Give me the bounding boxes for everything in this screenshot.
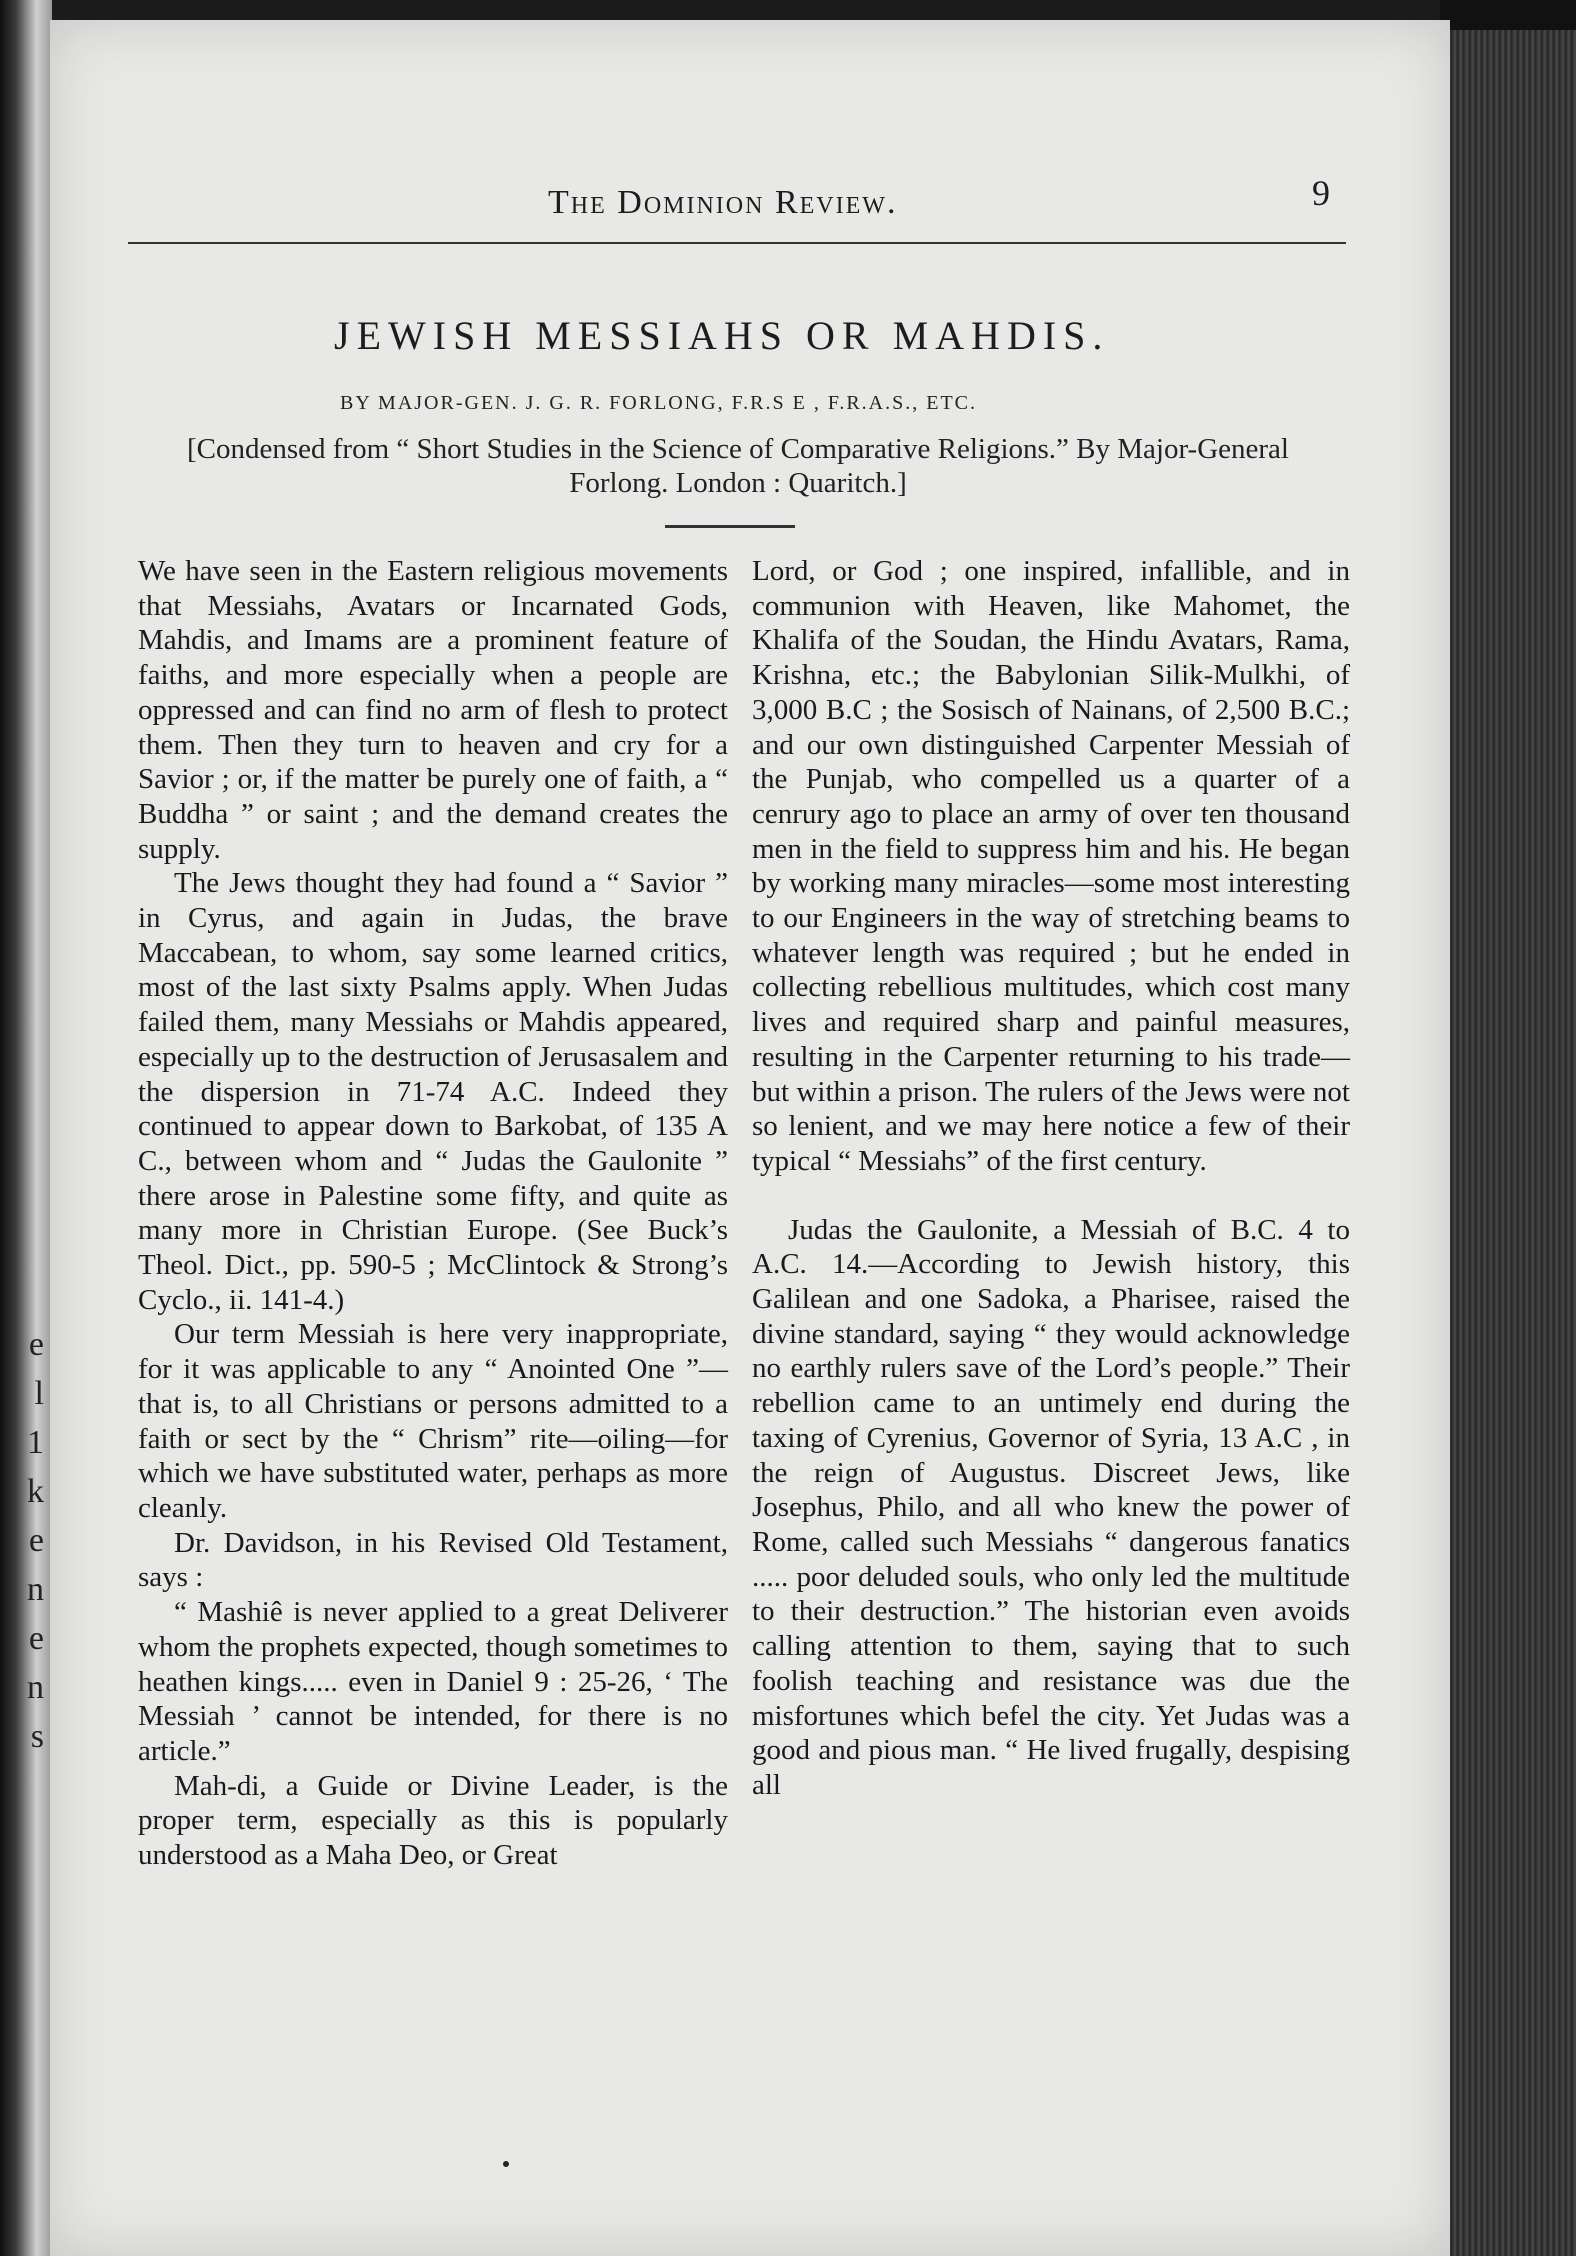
adjacent-letter: l — [34, 1375, 44, 1412]
adjacent-letter: e — [28, 1522, 44, 1559]
adjacent-letter: s — [30, 1718, 44, 1755]
title-rule — [665, 525, 795, 528]
right-column — [752, 554, 1350, 1803]
paragraph: Dr. Davidson, in his Revised Old Testament, says : — [138, 1526, 728, 1594]
paragraph: Mah-di, a Guide or Divine Leader, is the proper term, especially as this is popularly understood as a Maha Deo, or Great — [138, 1769, 728, 1872]
adjacent-page-letters — [4, 1320, 44, 1761]
adjacent-letter: e — [28, 1620, 44, 1657]
article-byline: BY MAJOR-GEN. J. G. R. FORLONG, F.R.S E , F.R.A.S., ETC. — [340, 392, 978, 414]
paragraph: The Jews thought they had found a “ Savior ” in Cyrus, and again in Judas, the brave Maccabean, to whom, say some learned critics, most of the last sixty Psalms apply. When Judas failed them, many Messiahs or Mahdis appeared, especially up to the destruction of Jerusasalem and the dispersion in 71-74 A.C. Indeed they continued to appear down to Barkobat, of 135 A C., between whom and “ Judas the Gaulonite ” there arose in Palestine some fifty, and quite as many more in Christian Europe. (See Buck’s Theol. Dict., pp. 590-5 ; McClintock & Strong’s Cyclo., ii. 141-4.) — [138, 867, 728, 1316]
paragraph: Our term Messiah is here very inappropriate, for it was applicable to any “ Anointed One ”—that is, to all Christians or persons admitted to a faith or sect by the “ Chrism” rite—oiling—for which we have substituted water, perhaps as more cleanly. — [138, 1318, 728, 1524]
adjacent-letter: e — [28, 1326, 44, 1363]
ink-speck — [503, 2161, 509, 2167]
header-rule — [128, 242, 1346, 244]
adjacent-letter: n — [27, 1669, 44, 1706]
adjacent-page-edge — [0, 0, 52, 2256]
adjacent-letter: 1 — [27, 1424, 44, 1461]
block-quote: “ Mashiê is never applied to a great Deliverer whom the prophets expected, though sometimes to heathen kings..... even in Daniel 9 : 25-26, ‘ The Messiah ’ cannot be intended, for there is no article.” — [138, 1596, 728, 1767]
page-number: 9 — [1312, 173, 1330, 213]
paragraph: Lord, or God ; one inspired, infallible, and in communion with Heaven, like Mahomet, the Khalifa of the Soudan, the Hindu Avatars, Rama, Krishna, etc.; the Babylonian Silik-Mulkhi, of 3,000 B.C ; the Sosisch of Nainans, of 2,500 B.C.; and our own distinguished Carpenter Messiah of the Punjab, who compelled us a quarter of a cenrury ago to place an army of over ten thousand men in the field to suppress him and his. He began by working many miracles—some most interesting to our Engineers in the way of stretching beams to whatever length was required ; but he ended in collecting rebellious multitudes, which cost many lives and required sharp and painful measures, resulting in the Carpenter returning to his trade—but within a prison. The rulers of the Jews were not so lenient, and we may here notice a few of their typical “ Messiahs” of the first century. — [752, 555, 1350, 1177]
book-page-edges — [1440, 30, 1576, 2256]
left-column — [138, 554, 728, 1873]
article-title: JEWISH MESSIAHS OR MAHDIS. — [334, 313, 1110, 358]
article-source-note: [Condensed from “ Short Studies in the Science of Comparative Religions.” By Major-General Forlong. London : Quaritch.] — [187, 433, 1289, 499]
section-paragraph-judas: Judas the Gaulonite, a Messiah of B.C. 4 to A.C. 14.—According to Jewish history, this Galilean and one Sadoka, a Pharisee, raised the divine standard, saying “ they would acknowledge no earthly rulers save of the Lord’s people.” Their rebellion came to an untimely end during the taxing of Cyrenius, Governor of Syria, 13 A.C , in the reign of Augustus. Discreet Jews, like Josephus, Philo, and all who knew the power of Rome, called such Messiahs “ dangerous fanatics ..... poor deluded souls, who only led the multitude to their destruction.” The historian even avoids calling attention to them, saying that to such foolish teaching and resistance was due the misfortunes which befel the city. Yet Judas was a good and pious man. “ He lived frugally, despising all — [752, 1213, 1350, 1801]
book-page — [50, 20, 1450, 2256]
running-head: The Dominion Review. — [548, 184, 898, 221]
adjacent-letter: n — [27, 1571, 44, 1608]
paragraph: We have seen in the Eastern religious movements that Messiahs, Avatars or Incarnated Gods, Mahdis, and Imams are a prominent feature of faiths, and more especially when a people are oppressed and can find no arm of flesh to protect them. Then they turn to heaven and cry for a Savior ; or, if the matter be purely one of faith, a “ Buddha ” or saint ; and the demand creates the supply. — [138, 555, 728, 865]
adjacent-letter: k — [27, 1473, 44, 1510]
